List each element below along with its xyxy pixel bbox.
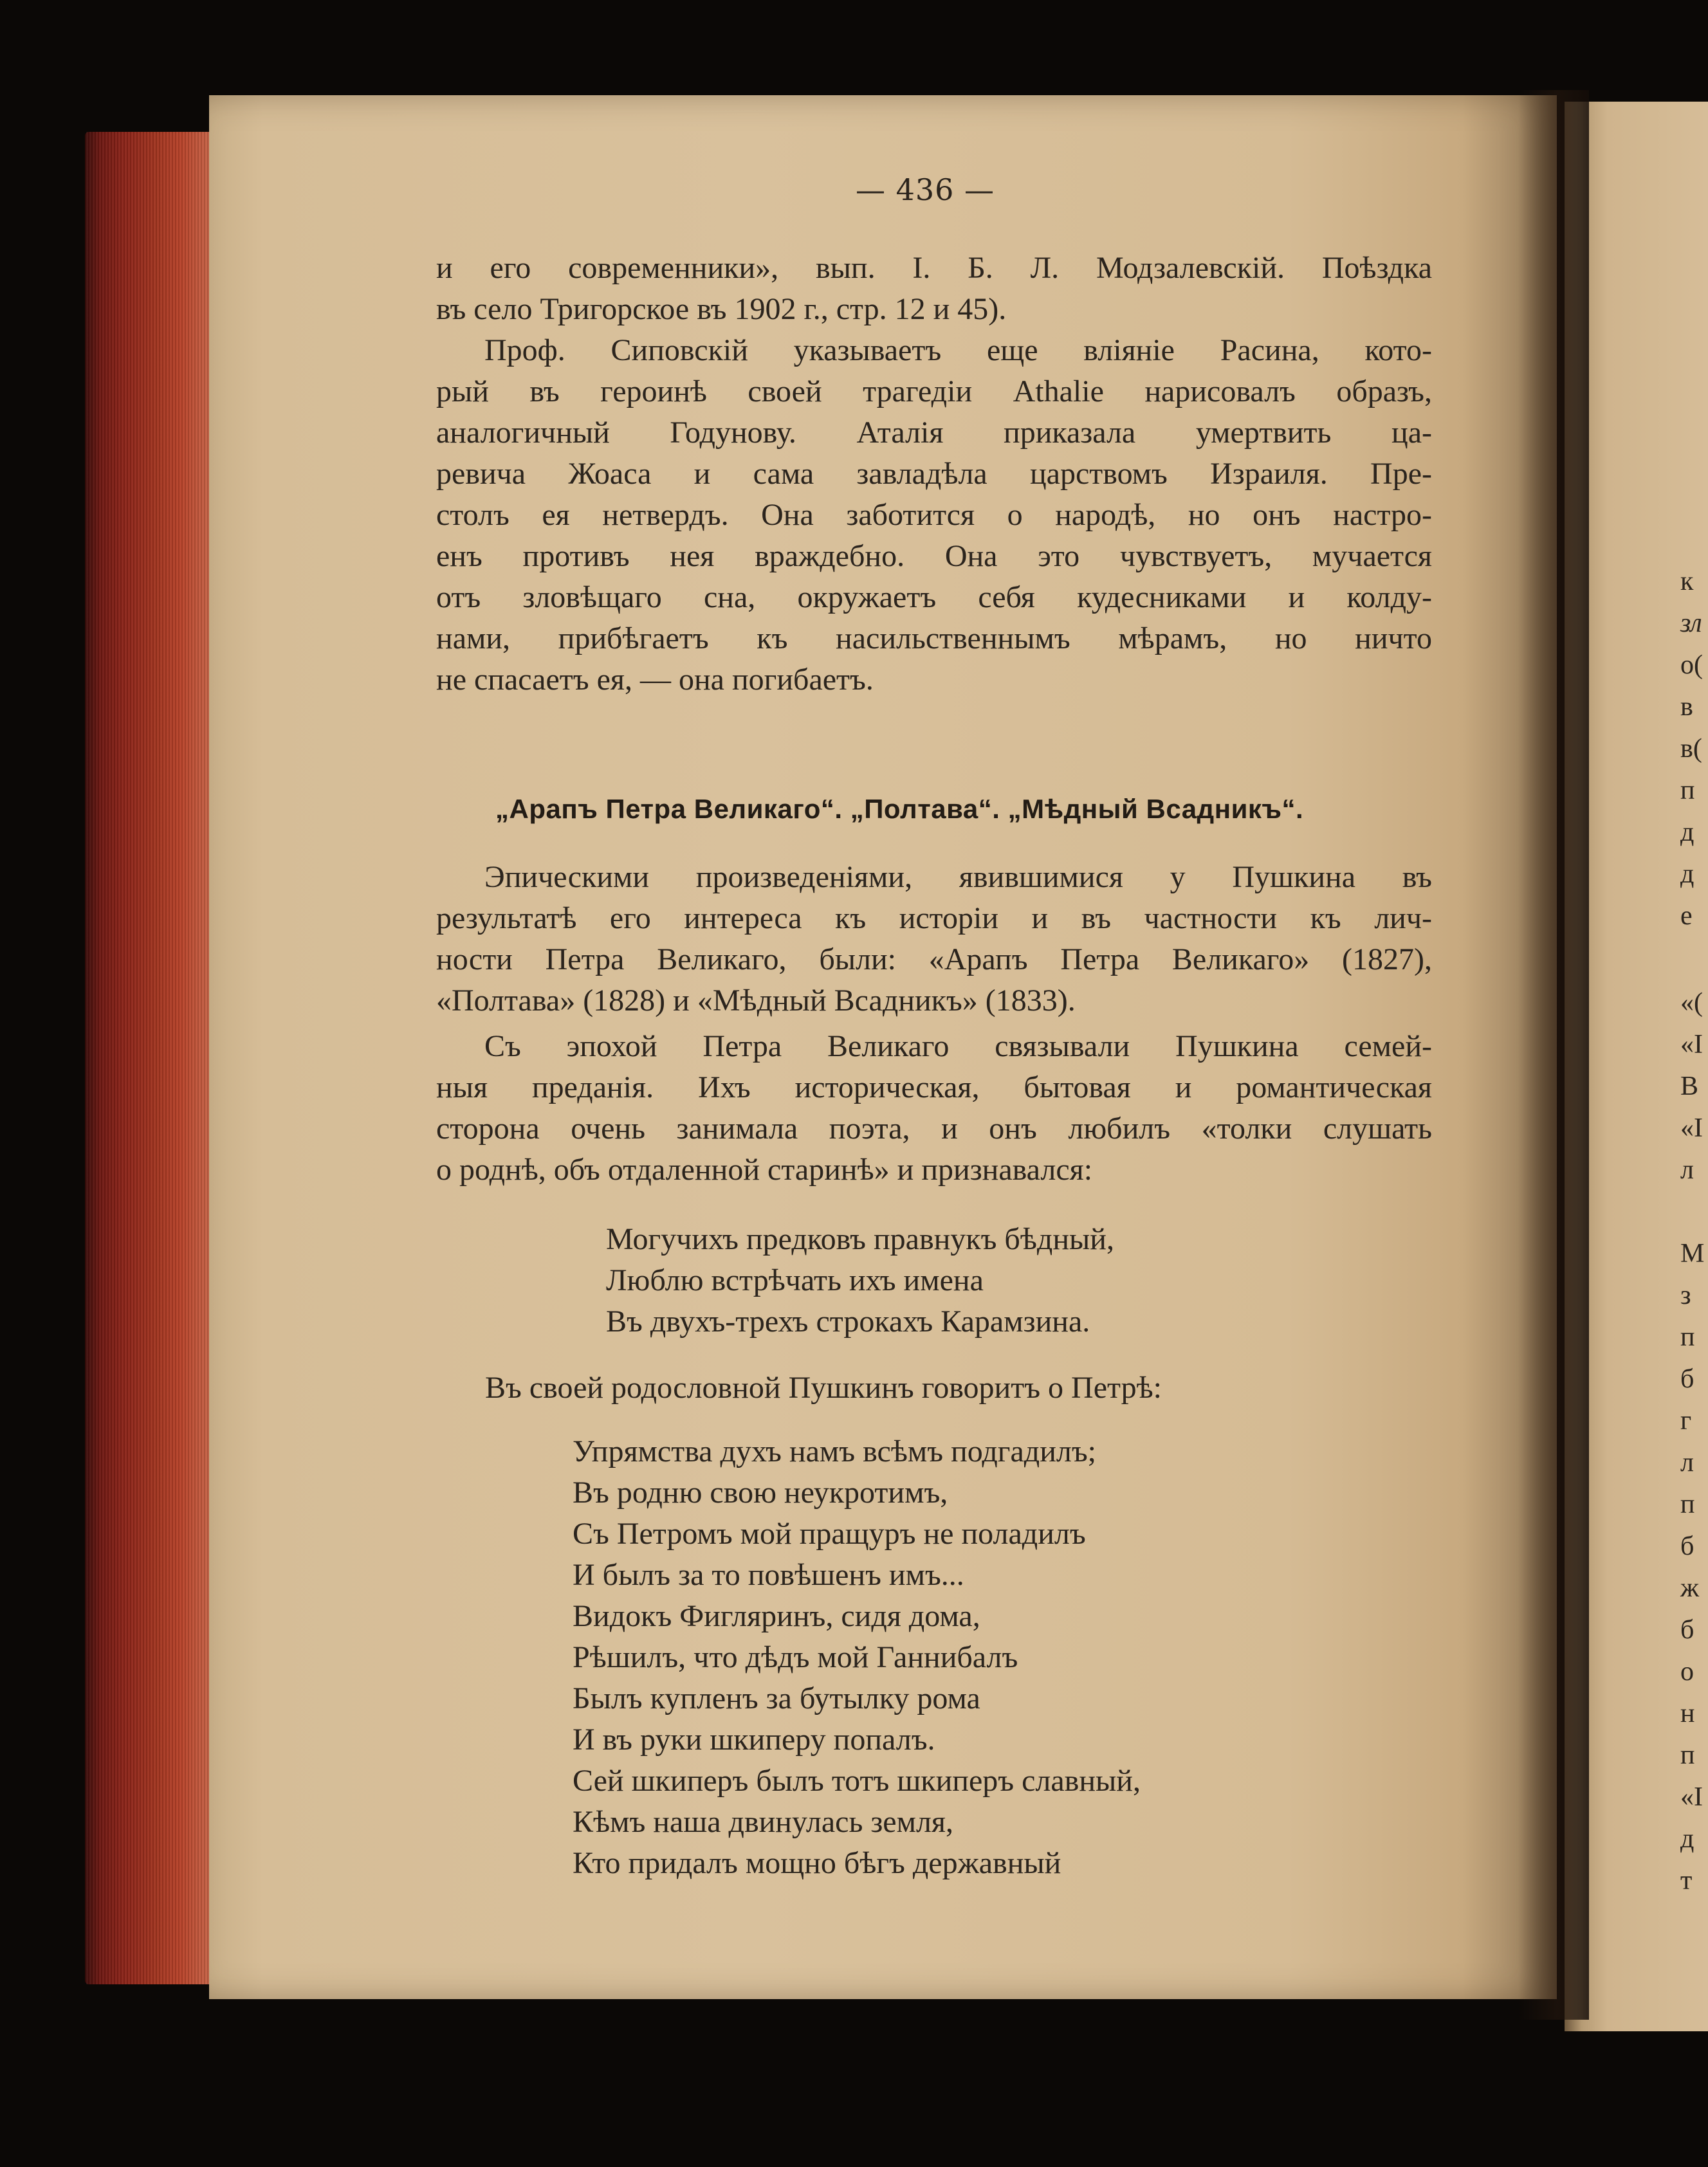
verse-line: Люблю встрѣчать ихъ имена [606, 1263, 984, 1297]
facing-page-fragment: п [1680, 1322, 1695, 1352]
facing-page-fragment: к [1680, 567, 1694, 596]
facing-page-fragment: в( [1680, 734, 1702, 763]
text-line: Эпическими произведеніями, явившимися у Пушкина въ [484, 860, 1432, 894]
facing-page-fragment: «I [1680, 1782, 1703, 1812]
verse-line: Въ двухъ-трехъ строкахъ Карамзина. [606, 1304, 1090, 1339]
facing-page-fragment: л [1680, 1448, 1694, 1477]
facing-page-fragment: М [1680, 1239, 1705, 1268]
paragraph-4 [436, 1026, 1432, 1191]
verse-2 [573, 1431, 1141, 1884]
text-line: результатѣ его интереса къ исторіи и въ частности къ лич- [436, 901, 1432, 935]
verse-line: Въ родню свою неукротимъ, [573, 1476, 948, 1510]
text-line: и его современники», вып. I. Б. Л. Модзалевскій. Поѣздка [436, 251, 1432, 285]
page-edges [85, 132, 214, 1984]
gutter-shadow [1518, 90, 1589, 2020]
facing-page-fragment: «I [1680, 1113, 1703, 1143]
facing-page-fragment: д [1680, 859, 1694, 889]
verse-line: Рѣшилъ, что дѣдъ мой Ганнибалъ [573, 1640, 1018, 1674]
text-line: ности Петра Великаго, были: «Арапъ Петра Великаго» (1827), [436, 942, 1432, 976]
text-line: отъ зловѣщаго сна, окружаетъ себя кудесниками и колду- [436, 580, 1432, 614]
facing-page-fragment: зл [1680, 608, 1702, 638]
text-line: ныя преданія. Ихъ историческая, бытовая и романтическая [436, 1070, 1432, 1104]
paragraph-1 [436, 248, 1432, 330]
facing-page-fragment: б [1680, 1615, 1694, 1645]
verse-line: Съ Петромъ мой пращуръ не поладилъ [573, 1517, 1086, 1551]
text-line: столъ ея нетвердъ. Она заботится о народѣ, но онъ настро- [436, 498, 1432, 532]
verse-line: Могучихъ предковъ правнукъ бѣдный, [606, 1222, 1114, 1256]
facing-page-fragment: л [1680, 1155, 1694, 1185]
facing-page-fragment: б [1680, 1532, 1694, 1561]
text-line: сторона очень занимала поэта, и онъ любилъ «толки слушать [436, 1111, 1432, 1146]
verse-line: Кто придалъ мощно бѣгъ державный [573, 1846, 1061, 1880]
text-line: аналогичный Годунову. Аталія приказала умертвить ца- [436, 416, 1432, 450]
facing-page-fragment: з [1680, 1281, 1691, 1310]
facing-page-fragment: д [1680, 1824, 1694, 1854]
verse-1 [606, 1219, 1114, 1342]
text-line: рый въ героинѣ своей трагедіи Athalie нарисовалъ образъ, [436, 374, 1432, 408]
text-line: Съ эпохой Петра Великаго связывали Пушкина семей- [484, 1029, 1432, 1063]
text-line: енъ противъ нея враждебно. Она это чувствуетъ, мучается [436, 539, 1432, 573]
page-number: — 436 — [856, 172, 995, 207]
verse-line: Сей шкиперъ былъ тотъ шкиперъ славный, [573, 1764, 1141, 1798]
verse-line: И былъ за то повѣшенъ имъ... [573, 1558, 964, 1592]
facing-page-fragment: «I [1680, 1030, 1703, 1059]
facing-page-fragment: п [1680, 1741, 1695, 1770]
verse-line: Упрямства духъ намъ всѣмъ подгадилъ; [573, 1434, 1097, 1468]
text-line: въ село Тригорское въ 1902 г., стр. 12 и 45). [436, 292, 1007, 326]
paragraph-2 [436, 330, 1432, 700]
facing-page-fragment: н [1680, 1699, 1695, 1728]
facing-page-fragment: т [1680, 1866, 1693, 1896]
facing-page-fragment: п [1680, 776, 1695, 805]
text-line: ревича Жоаса и сама завладѣла царствомъ Израиля. Пре- [436, 457, 1432, 491]
facing-page-fragment: В [1680, 1072, 1699, 1101]
text-line: «Полтава» (1828) и «Мѣдный Всадникъ» (1833). [436, 983, 1076, 1018]
text-line: нами, прибѣгаетъ къ насильственнымъ мѣрамъ, но ничто [436, 621, 1432, 655]
facing-page-fragment: д [1680, 818, 1694, 847]
facing-page-fragment: о [1680, 1657, 1694, 1687]
verse-line: Былъ купленъ за бутылку рома [573, 1681, 980, 1715]
verse-line: И въ руки шкиперу попалъ. [573, 1723, 935, 1757]
paragraph-3 [436, 857, 1432, 1021]
facing-page-fragment: е [1680, 901, 1693, 931]
facing-page-fragment: п [1680, 1490, 1695, 1519]
verse-line: Видокъ Фигляринъ, сидя дома, [573, 1599, 980, 1633]
verse-line: Кѣмъ наша двинулась земля, [573, 1805, 954, 1839]
facing-page-fragment: в [1680, 692, 1693, 722]
verse-intro: Въ своей родословной Пушкинъ говоритъ о Петрѣ: [485, 1371, 1162, 1405]
facing-page-fragment: б [1680, 1364, 1694, 1394]
text-line: не спасаетъ ея, — она погибаетъ. [436, 663, 874, 697]
facing-page-fragment: «( [1680, 988, 1703, 1018]
text-line: Проф. Сиповскій указываетъ еще вліяніе Расина, кото- [484, 333, 1432, 367]
facing-page-fragment: ж [1680, 1573, 1700, 1603]
section-heading: „Арапъ Петра Великаго“. „Полтава“. „Мѣдный Всадникъ“. [495, 794, 1304, 824]
facing-page-fragment: о( [1680, 650, 1703, 680]
text-line: о роднѣ, объ отдаленной старинѣ» и признавался: [436, 1153, 1093, 1187]
facing-page-fragment: г [1680, 1406, 1692, 1436]
